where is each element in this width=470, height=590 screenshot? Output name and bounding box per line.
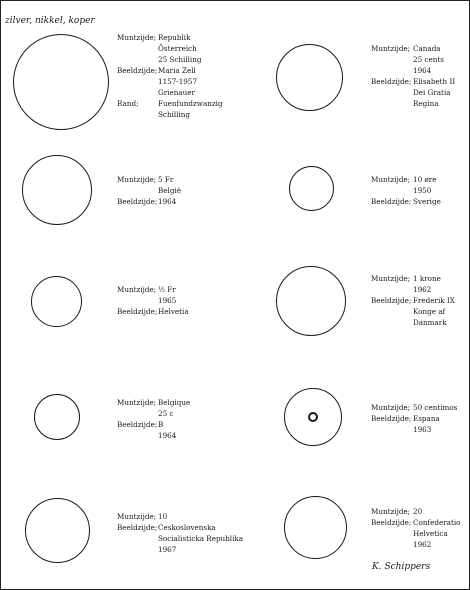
label: Beeldzijde; (371, 197, 412, 206)
coin-description-czechoslovakia (117, 511, 243, 555)
coin-description-switzerland-20 (371, 506, 460, 550)
value: 25 cents (413, 55, 444, 64)
value: Sverige (413, 197, 441, 206)
coin-outline-belgium-5fr (22, 155, 92, 225)
value: Canada (413, 44, 441, 53)
label: Muntzijde; (117, 175, 157, 184)
coin-outline-czechoslovakia (25, 498, 90, 563)
label: Muntzijde; (371, 403, 411, 412)
coin-outline-switzerland-20 (284, 496, 347, 559)
value: 1950 (413, 186, 432, 195)
value: Maria Zell (158, 66, 196, 75)
value: 10 (158, 512, 168, 521)
coin-description-canada (371, 43, 455, 109)
value: Helvetia (158, 307, 189, 316)
value: 50 centimos (413, 403, 458, 412)
coin-outline-switzerland-half-fr (31, 276, 82, 327)
author-signature: K. Schippers (372, 562, 431, 572)
value: Dei Gratia (413, 88, 451, 97)
value: 1967 (158, 545, 177, 554)
page-heading: zilver, nikkel, koper (5, 16, 95, 26)
value: B (158, 420, 164, 429)
value: 1965 (158, 296, 177, 305)
value: 1962 (413, 285, 432, 294)
label: Beeldzijde; (371, 414, 412, 423)
coin-outline-canada (276, 44, 343, 111)
label: Beeldzijde; (371, 77, 412, 86)
value: Socialisticka Republika (158, 534, 244, 543)
value: 1964 (413, 66, 432, 75)
value: 20 (413, 507, 423, 516)
value: ½ Fr (158, 285, 176, 294)
coin-outline-belgium-25c (34, 394, 80, 440)
value: 10 øre (413, 175, 437, 184)
value: 1963 (413, 425, 432, 434)
value: Ceskoslovenska (158, 523, 216, 532)
coin-description-sweden (371, 174, 441, 207)
value: Schilling (158, 110, 191, 119)
label: Rand; (117, 99, 139, 108)
coin-description-denmark (371, 273, 455, 328)
value: Grienauer (158, 88, 195, 97)
label: Beeldzijde; (117, 307, 158, 316)
coin-outline-denmark (276, 266, 346, 336)
value: 1 krone (413, 274, 441, 283)
coin-description-belgium-5fr (117, 174, 181, 207)
value: Confederatio (413, 518, 461, 527)
value: 1157-1957 (158, 77, 198, 86)
value: Espana (413, 414, 440, 423)
value: Fuenfundzwanzig (158, 99, 223, 108)
label: Beeldzijde; (117, 197, 158, 206)
value: Helvetica (413, 529, 448, 538)
label: Beeldzijde; (117, 523, 158, 532)
value: Frederik IX (413, 296, 455, 305)
coin-outline-sweden (289, 166, 334, 211)
label: Muntzijde; (117, 285, 157, 294)
value: 25 Schilling (158, 55, 202, 64)
value: Elisabeth II (413, 77, 456, 86)
value: Danmark (413, 318, 447, 327)
value: Konge af (413, 307, 446, 316)
value: 1964 (158, 197, 177, 206)
label: Muntzijde; (117, 33, 157, 42)
label: Beeldzijde; (117, 420, 158, 429)
value: 1964 (158, 431, 177, 440)
value: 25 c (158, 409, 174, 418)
value: Österreich (158, 44, 197, 53)
coin-description-spain (371, 402, 457, 435)
coin-outline-austria (13, 34, 109, 130)
label: Muntzijde; (117, 512, 157, 521)
label: Muntzijde; (371, 44, 411, 53)
label: Beeldzijde; (117, 66, 158, 75)
coin-description-switzerland-half-fr (117, 284, 189, 317)
coin-description-belgium-25c (117, 397, 190, 441)
label: Beeldzijde; (371, 518, 412, 527)
coin-description-austria (117, 32, 223, 120)
value: Republik (158, 33, 191, 42)
value: Regina (413, 99, 439, 108)
label: Beeldzijde; (371, 296, 412, 305)
coin-center-hole (308, 412, 318, 422)
label: Muntzijde; (371, 175, 411, 184)
value: 1962 (413, 540, 432, 549)
label: Muntzijde; (371, 274, 411, 283)
value: 5 Fr (158, 175, 174, 184)
value: Belgique (158, 398, 191, 407)
label: Muntzijde; (117, 398, 157, 407)
value: België (158, 186, 181, 195)
label: Muntzijde; (371, 507, 411, 516)
